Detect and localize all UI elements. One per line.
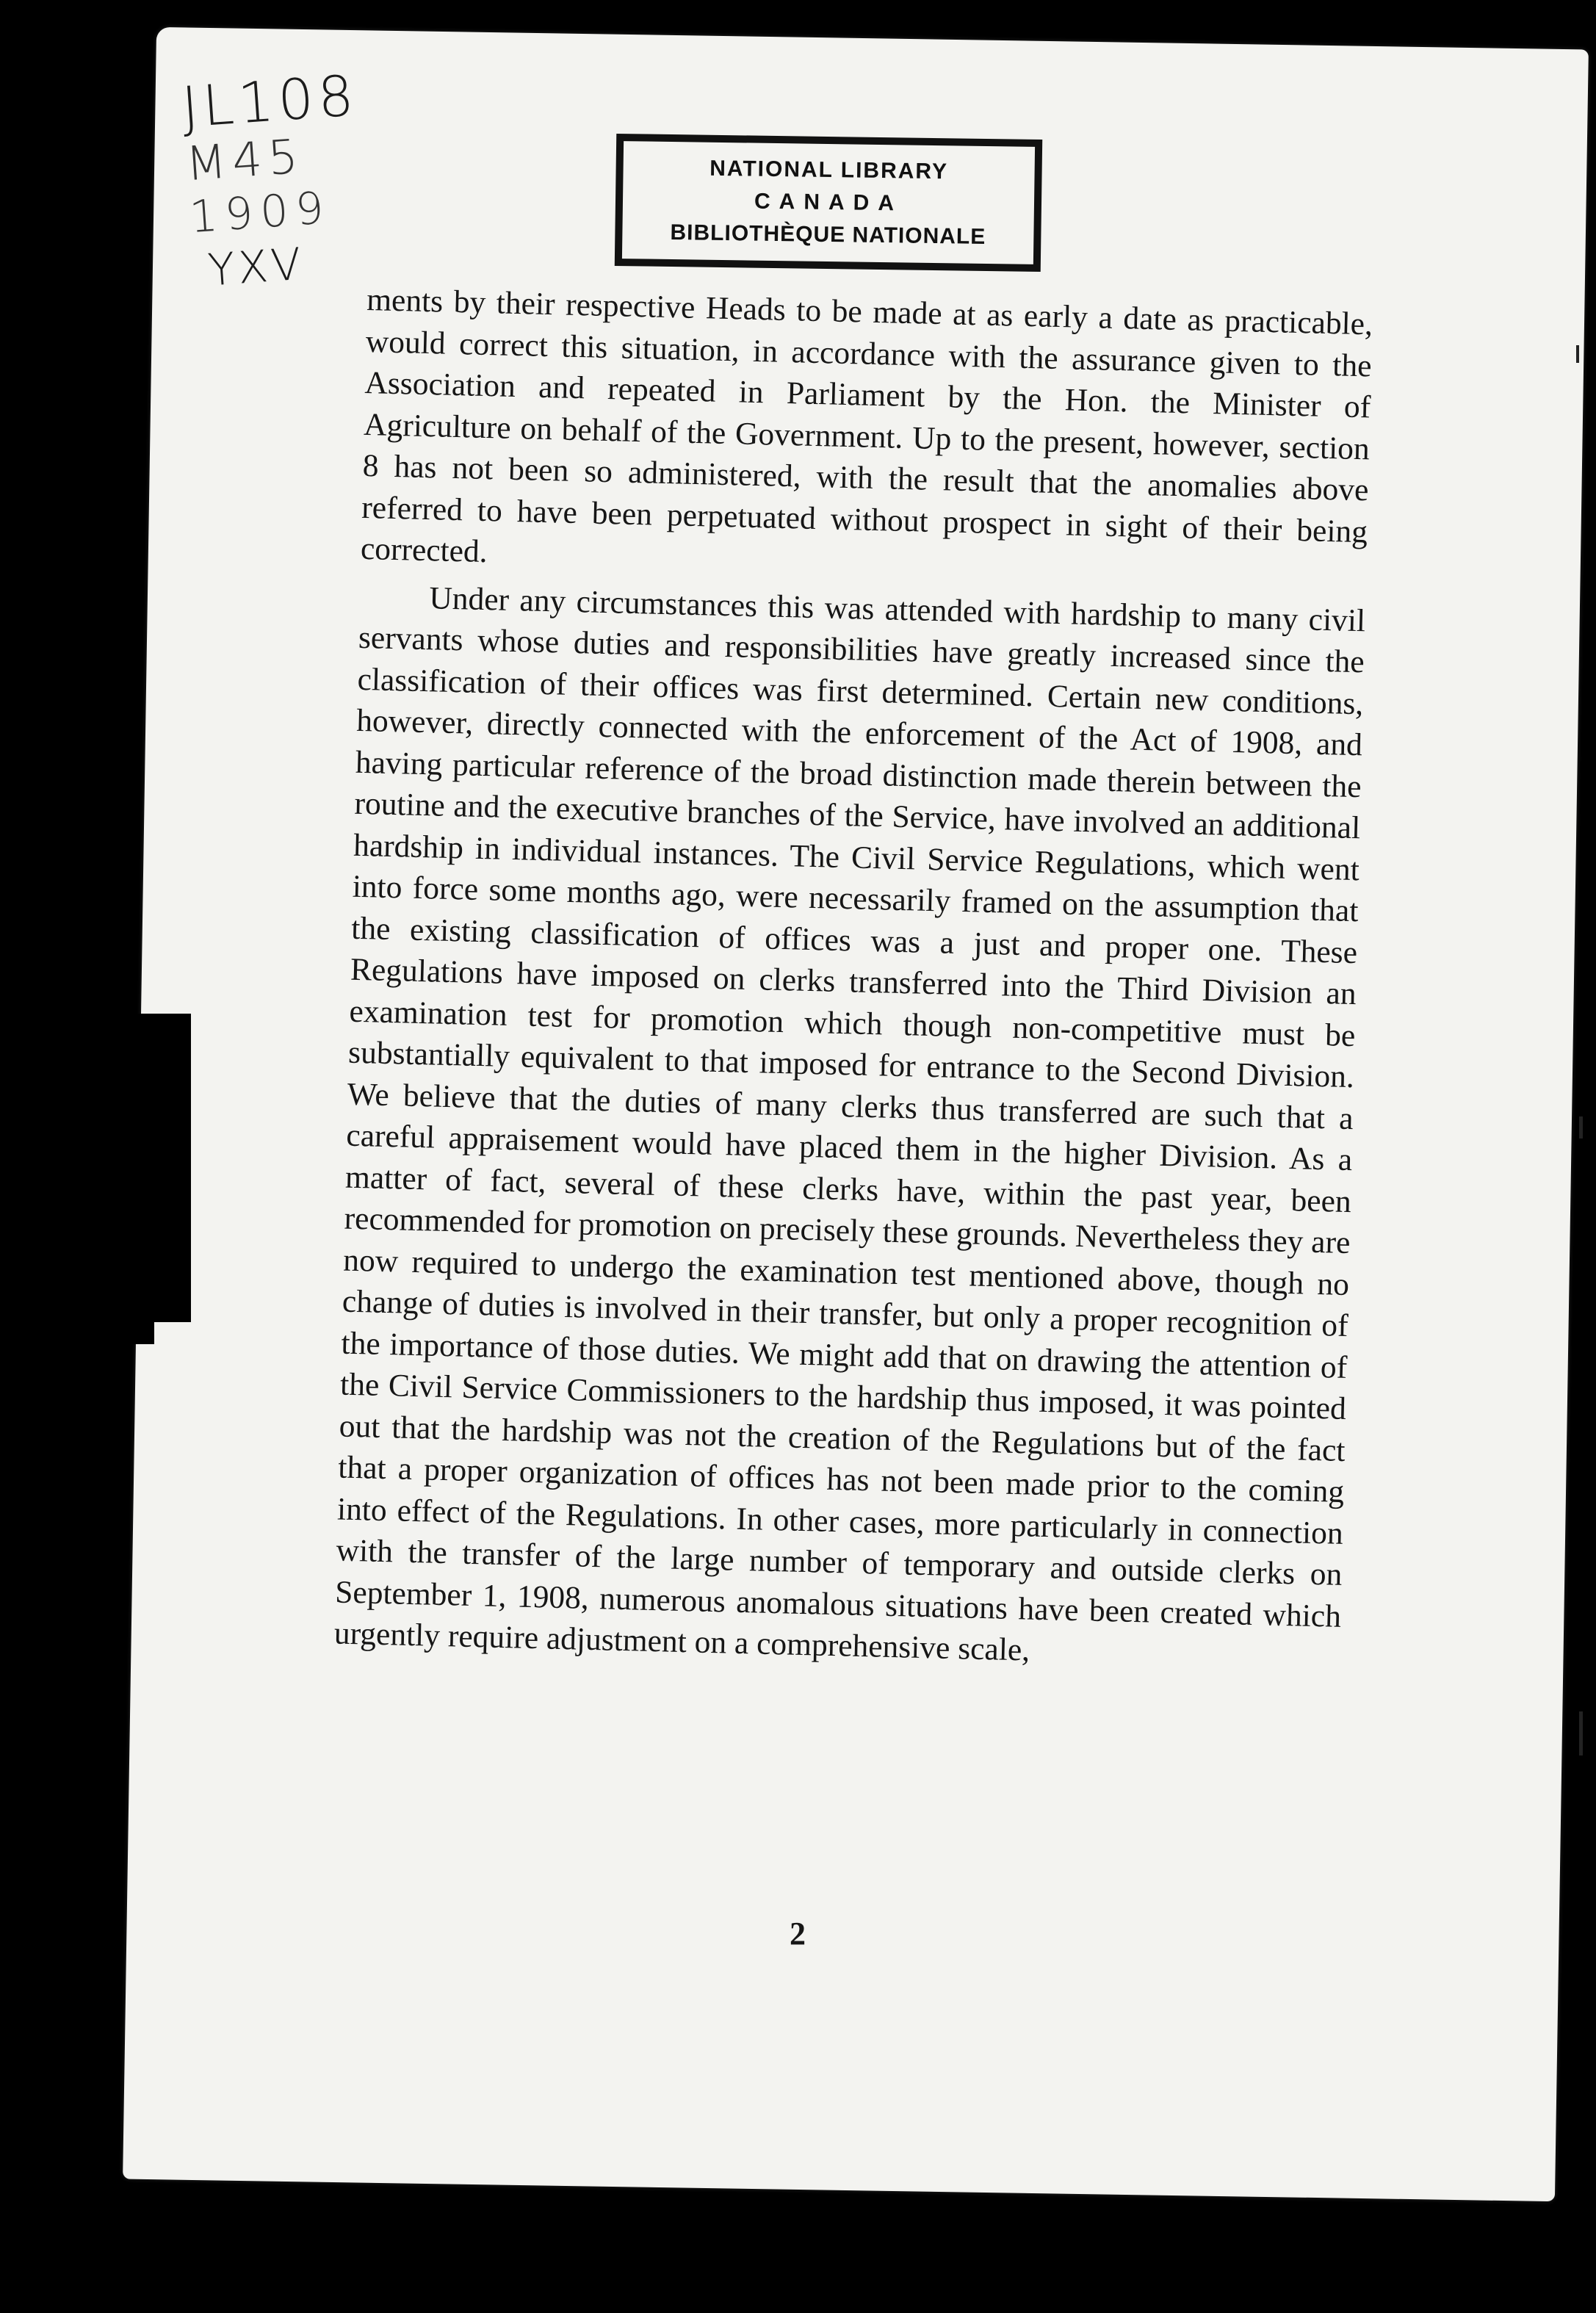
scan-speck bbox=[1579, 1116, 1583, 1139]
handwritten-call-number bbox=[179, 62, 371, 297]
handwritten-line-4: YXV bbox=[206, 238, 306, 297]
handwritten-line-3: 1909 bbox=[187, 181, 333, 244]
paragraph-2: Under any circumstances this was attended with hardship to many civil servants whose duties and responsibilities have greatly increased since the classification of their offices was first determined. Certain new conditions, however, directly connected with the enforcement of the Act of 1908, and having particular reference of the broad distinction made therein between the routine and the executive branches of the Service, have involved an additional hardship in individual instances. The Civil Service Regulations, which went into force some months ago, were necessarily framed on the assumption that the existing classification of offices was a just and proper one. These Regulations have imposed on clerks transferred into the Third Division an examination test for promotion which though non-competitive must be substantially equivalent to that imposed for entrance to the Second Division. We believe that the duties of many clerks thus transferred are such that a careful appraisement would have placed them in the higher Division. As a matter of fact, several of these clerks have, within the past year, been recommended for promotion on precisely these grounds. Nevertheless they are now required to undergo the examination test mentioned above, though no change of duties is involved in their transfer, but only a proper recognition of the importance of those duties. We might add that on drawing the attention of the Civil Service Commissioners to the hardship thus imposed, it was pointed out that the hardship was not the creation of the Regulations but of the fact that a proper organization of offices has not been made prior to the coming into effect of the Regulations. In other cases, more particularly in connection with the transfer of the large number of temporary and outside clerks on September 1, 1908, numerous anomalous situations have been created which urgently require adjustment on a comprehensive scale, bbox=[333, 580, 1366, 1668]
page-edge-shadow bbox=[125, 1014, 191, 1322]
stamp-line-3: BIBLIOTHÈQUE NATIONALE bbox=[670, 220, 986, 249]
scan-speck bbox=[1579, 1711, 1583, 1756]
stamp-line-2: CANADA bbox=[754, 189, 903, 216]
page-number: 2 bbox=[790, 1916, 806, 1952]
scan-speck bbox=[1576, 345, 1579, 363]
handwritten-line-1: JL108 bbox=[179, 62, 361, 140]
handwritten-line-2: M45 bbox=[184, 129, 306, 192]
paragraph-1: ments by their respective Heads to be made at as early a date as practicable, would correct this situation, in accordance with the assurance given to the Association and repeated in Parliament by the Hon. the Minister of Agriculture on behalf of the Government. Up to the present, however, section 8 has not been so administered, with the result that the anomalies above referred to have been perpetuated without prospect in sight of their being corrected. bbox=[360, 281, 1373, 570]
document-body bbox=[333, 279, 1373, 1678]
library-stamp bbox=[615, 134, 1042, 272]
stamp-line-1: NATIONAL LIBRARY bbox=[709, 156, 949, 184]
page-edge-shadow-small bbox=[110, 1315, 154, 1344]
